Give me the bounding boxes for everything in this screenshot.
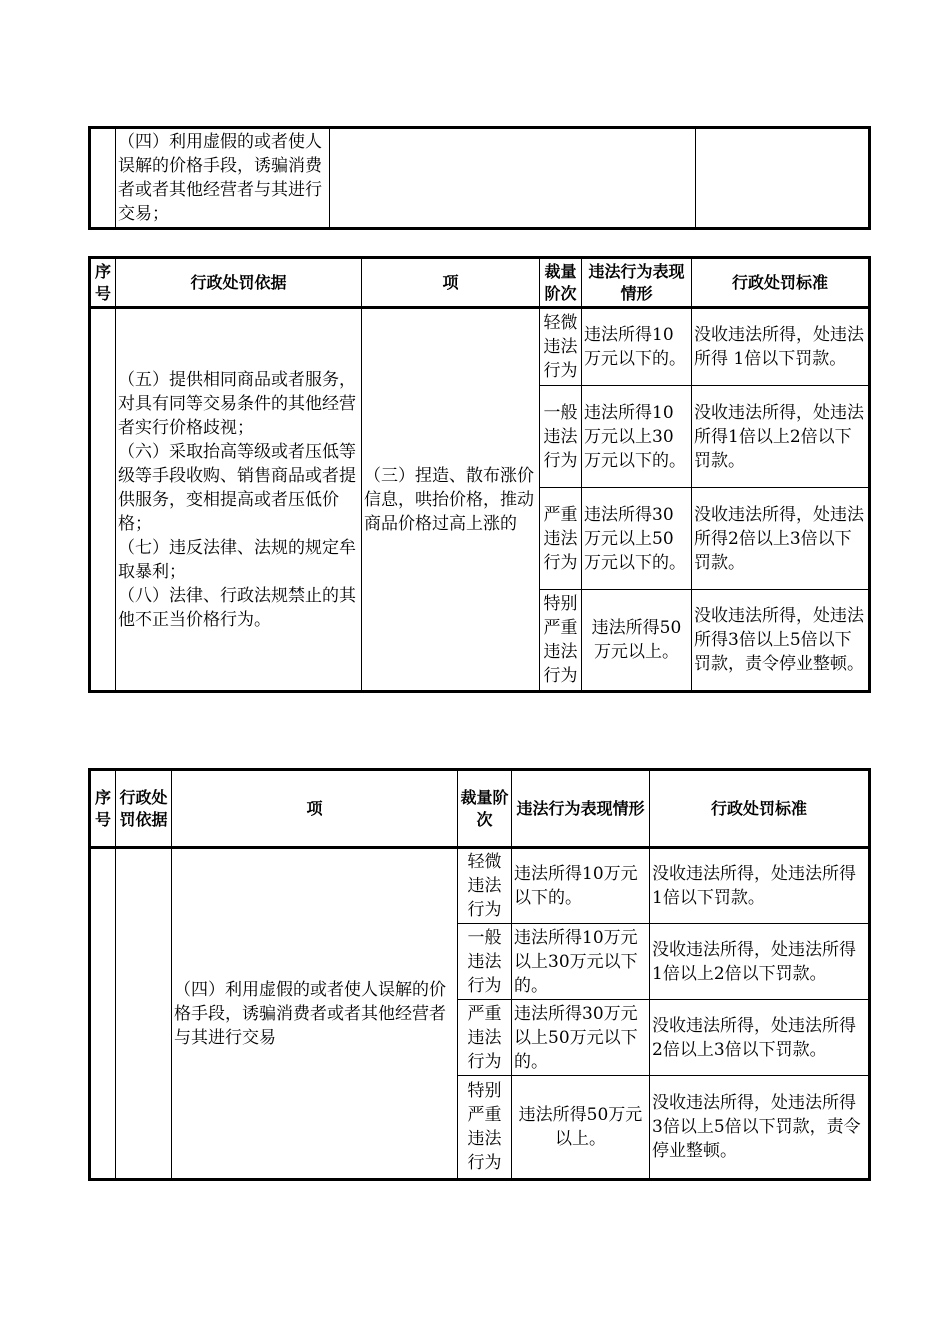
level-cell: 轻微违法行为 [458, 848, 512, 924]
basis-line: （八）法律、行政法规禁止的其他不正当价格行为。 [118, 585, 356, 630]
table-continuation [88, 126, 871, 230]
seq-cell [90, 128, 116, 229]
situation-cell: 违法所得10万元以下的。 [582, 308, 692, 386]
standard-cell: 没收违法所得，处违法所得2倍以上3倍以下罚款。 [692, 488, 870, 590]
level-cell: 特别严重违法行为 [540, 590, 582, 692]
header-level: 裁量阶次 [458, 770, 512, 848]
standard-cell: 没收违法所得，处违法所得 1倍以下罚款。 [692, 308, 870, 386]
header-basis: 行政处罚依据 [116, 258, 362, 308]
situation-cell: 违法所得30万元以上50万元以下的。 [512, 1000, 650, 1076]
level-cell: 一般违法行为 [458, 924, 512, 1000]
situation-cell: 违法所得10万元以上30万元以下的。 [512, 924, 650, 1000]
header-item: 项 [172, 770, 458, 848]
empty-cell [696, 128, 870, 229]
table-header-row [90, 258, 870, 308]
table-header-row [90, 770, 870, 848]
basis-line: （六）采取抬高等级或者压低等级等手段收购、销售商品或者提供服务，变相提高或者压低价格； [118, 441, 356, 534]
header-item: 项 [362, 258, 540, 308]
table-row [90, 308, 870, 386]
header-situation: 违法行为表现情形 [582, 258, 692, 308]
situation-cell: 违法所得10万元以下的。 [512, 848, 650, 924]
basis-line: （七）违反法律、法规的规定牟取暴利； [118, 537, 356, 582]
standard-cell: 没收违法所得，处违法所得3倍以上5倍以下罚款，责令停业整顿。 [650, 1076, 870, 1180]
level-cell: 特别严重违法行为 [458, 1076, 512, 1180]
situation-cell: 违法所得50万元以上。 [582, 590, 692, 692]
standard-cell: 没收违法所得，处违法所得1倍以上2倍以下罚款。 [650, 924, 870, 1000]
basis-cell [116, 308, 362, 692]
item-cell: （四）利用虚假的或者使人误解的价格手段，诱骗消费者或者其他经营者与其进行交易 [172, 848, 458, 1180]
situation-cell: 违法所得10万元以上30万元以下的。 [582, 386, 692, 488]
header-seq: 序号 [90, 770, 116, 848]
standard-cell: 没收违法所得，处违法所得1倍以上2倍以下罚款。 [692, 386, 870, 488]
table-row [90, 848, 870, 924]
situation-cell: 违法所得30万元以上50万元以下的。 [582, 488, 692, 590]
level-cell: 一般违法行为 [540, 386, 582, 488]
basis-cell [116, 848, 172, 1180]
basis-line: （五）提供相同商品或者服务，对具有同等交易条件的其他经营者实行价格歧视； [118, 369, 356, 438]
standard-cell: 没收违法所得，处违法所得3倍以上5倍以下罚款，责令停业整顿。 [692, 590, 870, 692]
standard-cell: 没收违法所得，处违法所得 1倍以下罚款。 [650, 848, 870, 924]
basis-cell: （四）利用虚假的或者使人误解的价格手段，诱骗消费者或者其他经营者与其进行交易； [116, 128, 330, 229]
level-cell: 严重违法行为 [458, 1000, 512, 1076]
header-seq: 序号 [90, 258, 116, 308]
seq-cell [90, 308, 116, 692]
level-cell: 严重违法行为 [540, 488, 582, 590]
level-cell: 轻微违法行为 [540, 308, 582, 386]
header-basis: 行政处罚依据 [116, 770, 172, 848]
header-situation: 违法行为表现情形 [512, 770, 650, 848]
item-cell: （三）捏造、散布涨价信息，哄抬价格，推动商品价格过高上涨的 [362, 308, 540, 692]
header-standard: 行政处罚标准 [650, 770, 870, 848]
situation-cell: 违法所得50万元以上。 [512, 1076, 650, 1180]
standard-cell: 没收违法所得，处违法所得2倍以上3倍以下罚款。 [650, 1000, 870, 1076]
empty-cell [330, 128, 696, 229]
penalty-table-price-gouging [88, 256, 871, 693]
table-row [90, 128, 870, 229]
header-standard: 行政处罚标准 [692, 258, 870, 308]
penalty-table-misleading-price [88, 768, 871, 1181]
seq-cell [90, 848, 116, 1180]
header-level: 裁量阶次 [540, 258, 582, 308]
